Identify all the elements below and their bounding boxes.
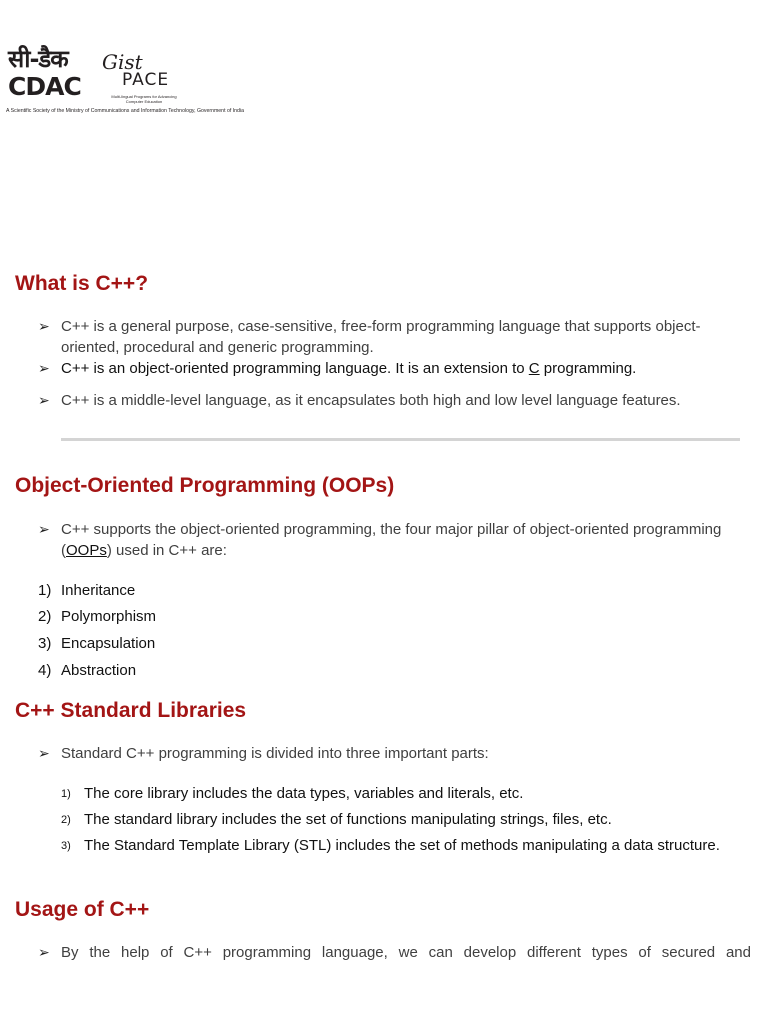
- bullet-text: C++ is a general purpose, case-sensitive, free-form programming language that supports object-oriented, procedural and generic programming.: [61, 318, 701, 356]
- c-link[interactable]: C: [528, 360, 540, 377]
- bullet-item: [38, 358, 751, 379]
- bullet-text: C++ is a middle-level language, as it encapsulates both high and low level language features.: [61, 392, 681, 409]
- horizontal-divider: [61, 438, 740, 441]
- bullet-item: [38, 743, 751, 764]
- logo-cdac-text: CDAC: [8, 72, 81, 101]
- arrow-bullet-icon: ➢: [38, 318, 50, 334]
- list-item: 3) The Standard Template Library (STL) includes the set of methods manipulating a data structure.: [61, 837, 720, 854]
- logo-tagline: A Scientific Society of the Ministry of Communications and Information Technology, Government of India: [6, 108, 244, 114]
- arrow-bullet-icon: ➢: [38, 745, 50, 761]
- list-item: 2) The standard library includes the set of functions manipulating strings, files, etc.: [61, 811, 612, 828]
- bullet-item: [38, 942, 751, 963]
- bullet-item: [38, 519, 751, 561]
- bullet-item: [38, 316, 751, 358]
- logo-hindi-text: सी-डैक: [8, 45, 68, 73]
- list-item: 3) Encapsulation: [38, 635, 156, 652]
- logo-pace-text: PACE: [122, 70, 170, 90]
- list-item: 1) The core library includes the data types, variables and literals, etc.: [61, 785, 524, 802]
- bullet-item: [38, 390, 751, 411]
- heading-what-is-cpp: What is C++?: [15, 272, 149, 295]
- oops-link[interactable]: OOPs: [66, 542, 107, 559]
- arrow-bullet-icon: ➢: [38, 392, 50, 408]
- heading-standard-libraries: C++ Standard Libraries: [15, 699, 247, 722]
- list-item: 1) Inheritance: [38, 582, 136, 599]
- logo-pace-subtitle: Multi-lingual Programs for Advancing Computer Education: [111, 94, 177, 104]
- list-item: 2) Polymorphism: [38, 608, 157, 625]
- arrow-bullet-icon: ➢: [38, 944, 50, 960]
- bullet-text: C++ is an object-oriented programming language. It is an extension to C programming.: [61, 360, 637, 377]
- heading-oops: Object-Oriented Programming (OOPs): [15, 474, 395, 497]
- cdac-logo: [4, 44, 244, 118]
- bullet-text: C++ supports the object-oriented programming, the four major pillar of object-oriented programming (OOPs) used in C++ are:: [61, 521, 722, 559]
- list-item: 4) Abstraction: [38, 662, 137, 679]
- arrow-bullet-icon: ➢: [38, 521, 50, 537]
- bullet-text: By the help of C++ programming language, we can develop different types of secured and: [61, 944, 751, 961]
- logo-gist-text: Gist: [102, 50, 143, 74]
- bullet-text: Standard C++ programming is divided into three important parts:: [61, 745, 489, 762]
- arrow-bullet-icon: ➢: [38, 360, 50, 376]
- heading-usage: Usage of C++: [15, 898, 150, 921]
